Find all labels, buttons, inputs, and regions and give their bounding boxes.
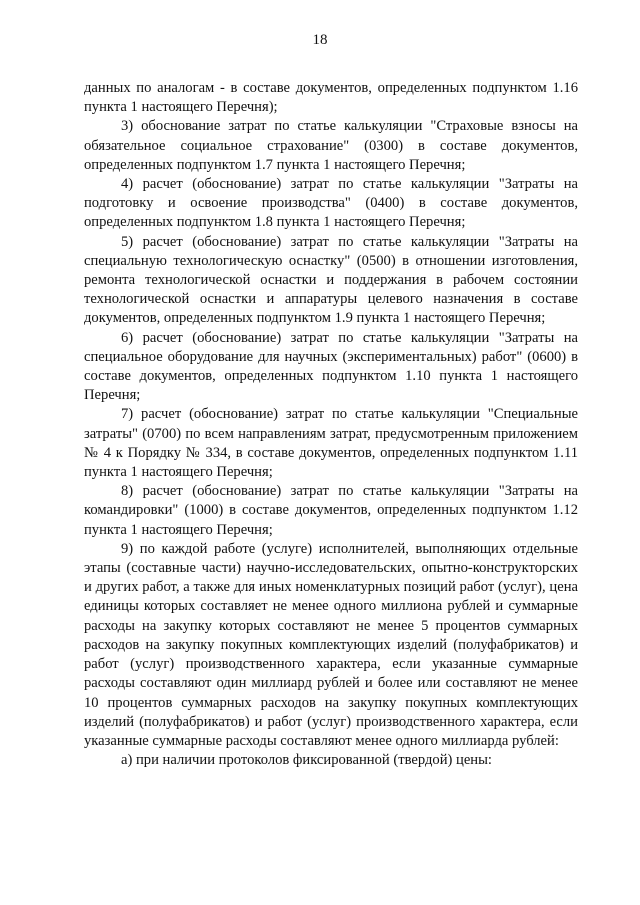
document-body [84, 79, 578, 770]
paragraph: 5) расчет (обоснование) затрат по статье калькуляции "Затраты на специальную технологическую оснастку" (0500) в отношении изготовления, ремонта технологической оснастки и поддержания в рабочем состоянии технологической оснастки и аппаратуры целевого назначения в составе документов, определенных подпунктом 1.9 пункта 1 настоящего Перечня; [84, 233, 578, 327]
paragraph: 9) по каждой работе (услуге) исполнителей, выполняющих отдельные этапы (составные части) научно-исследовательских, опытно-конструкторских и других работ, а также для иных номенклатурных позиций работ (услуг), цена единицы которых составляет не менее одного миллиона рублей и суммарные расходы на закупку которых составляют не менее 5 процентов суммарных расходов на закупку покупных комплектующих изделий (полуфабрикатов) и работ (услуг) производственного характера, если указанные суммарные расходы составляют один миллиард рублей и более или составляют не менее 10 процентов суммарных расходов на закупку покупных комплектующих изделий (полуфабрикатов) и работ (услуг) производственного характера, если указанные суммарные расходы составляют менее одного миллиарда рублей: [84, 540, 578, 749]
page-number: 18 [312, 32, 328, 48]
paragraph: 3) обоснование затрат по статье калькуляции "Страховые взносы на обязательное социальное страхование" (0300) в составе документов, определенных подпунктом 1.7 пункта 1 настоящего Перечня; [84, 118, 578, 173]
paragraph: 8) расчет (обоснование) затрат по статье калькуляции "Затраты на командировки" (1000) в составе документов, определенных подпунктом 1.12 пункта 1 настоящего Перечня; [84, 483, 578, 538]
paragraph: 6) расчет (обоснование) затрат по статье калькуляции "Затраты на специальное оборудование для научных (экспериментальных) работ" (0600) в составе документов, определенных подпунктом 1.10 пункта 1 настоящего Перечня; [84, 329, 578, 404]
paragraph: 4) расчет (обоснование) затрат по статье калькуляции "Затраты на подготовку и освоение производства" (0400) в составе документов, определенных подпунктом 1.8 пункта 1 настоящего Перечня; [84, 176, 578, 231]
paragraph: 7) расчет (обоснование) затрат по статье калькуляции "Специальные затраты" (0700) по всем направлениям затрат, предусмотренным приложением № 4 к Порядку № 334, в составе документов, определенных подпунктом 1.11 пункта 1 настоящего Перечня; [84, 406, 578, 481]
paragraph: а) при наличии протоколов фиксированной (твердой) цены: [121, 752, 492, 769]
paragraph: данных по аналогам - в составе документов, определенных подпунктом 1.16 пункта 1 настоящего Перечня); [84, 80, 578, 116]
